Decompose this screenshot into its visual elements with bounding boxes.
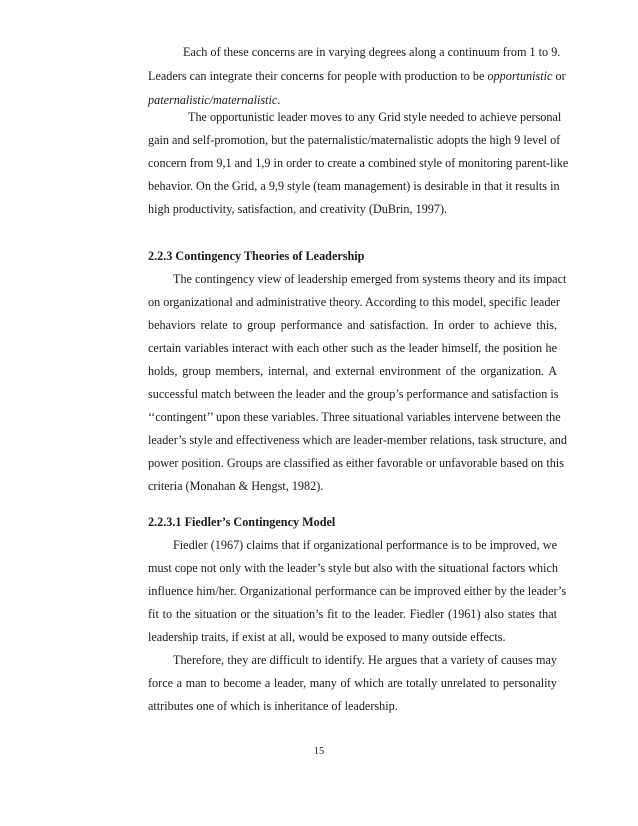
paragraph-line: criteria (Monahan & Hengst, 1982).: [148, 479, 324, 493]
paragraph-line: Each of these concerns are in varying degrees along a continuum from 1 to 9.: [183, 45, 561, 59]
text-span: Leaders can integrate their concerns for people with production to be: [148, 69, 485, 83]
paragraph-line: successful match between the leader and the group’s performance and satisfaction is: [148, 387, 559, 401]
paragraph-line: The contingency view of leadership emerged from systems theory and its impact: [173, 272, 567, 286]
paragraph-line: fit to the situation or the situation’s fit to the leader. Fiedler (1961) also states that: [148, 607, 557, 621]
text-span: or: [555, 69, 566, 83]
paragraph-line: high productivity, satisfaction, and creativity (DuBrin, 1997).: [148, 202, 448, 216]
paragraph-line: Fiedler (1967) claims that if organizational performance is to be improved, we: [173, 538, 557, 552]
emphasis-text: opportunistic: [487, 69, 553, 83]
paragraph-line: force a man to become a leader, many of which are totally unrelated to personality: [148, 676, 557, 690]
emphasis-text: paternalistic/maternalistic: [148, 93, 278, 107]
section-heading: 2.2.3 Contingency Theories of Leadership: [148, 249, 365, 263]
paragraph-line: concern from 9,1 and 1,9 in order to create a combined style of monitoring parent-like: [148, 156, 569, 170]
paragraph-line: leadership traits, if exist at all, would be exposed to many outside effects.: [148, 630, 506, 644]
paragraph-line: behavior. On the Grid, a 9,9 style (team management) is desirable in that it results in: [148, 179, 560, 193]
paragraph-line: Therefore, they are difficult to identify. He argues that a variety of causes may: [173, 653, 557, 667]
paragraph-line: must cope not only with the leader’s style but also with the situational factors which: [148, 561, 559, 575]
paragraph-line: The opportunistic leader moves to any Grid style needed to achieve personal: [188, 110, 562, 124]
paragraph-line: behaviors relate to group performance and satisfaction. In order to achieve this,: [148, 318, 557, 332]
paragraph-line: influence him/her. Organizational performance can be improved either by the leader’s: [148, 584, 567, 598]
page-number: 15: [313, 746, 325, 757]
paragraph-line: gain and self-promotion, but the paternalistic/maternalistic adopts the high 9 level of: [148, 133, 561, 147]
paragraph-line: power position. Groups are classified as either favorable or unfavorable based on this: [148, 456, 564, 470]
paragraph-line: attributes one of which is inheritance of leadership.: [148, 699, 398, 713]
subsection-heading: 2.2.3.1 Fiedler’s Contingency Model: [148, 515, 336, 529]
paragraph-line: on organizational and administrative theory. According to this model, specific leader: [148, 295, 560, 309]
paragraph-line: leader’s style and effectiveness which are leader-member relations, task structure, and: [148, 433, 567, 447]
paragraph-line: [148, 69, 566, 84]
paragraph-line: ‘‘contingent’’ upon these variables. Three situational variables intervene between the: [148, 410, 561, 424]
paragraph-line: holds, group members, internal, and external environment of the organization. A: [148, 364, 557, 378]
paragraph-line: certain variables interact with each other such as the leader himself, the position he: [148, 341, 557, 355]
paragraph-line: [148, 93, 280, 108]
text-span: .: [277, 93, 281, 107]
